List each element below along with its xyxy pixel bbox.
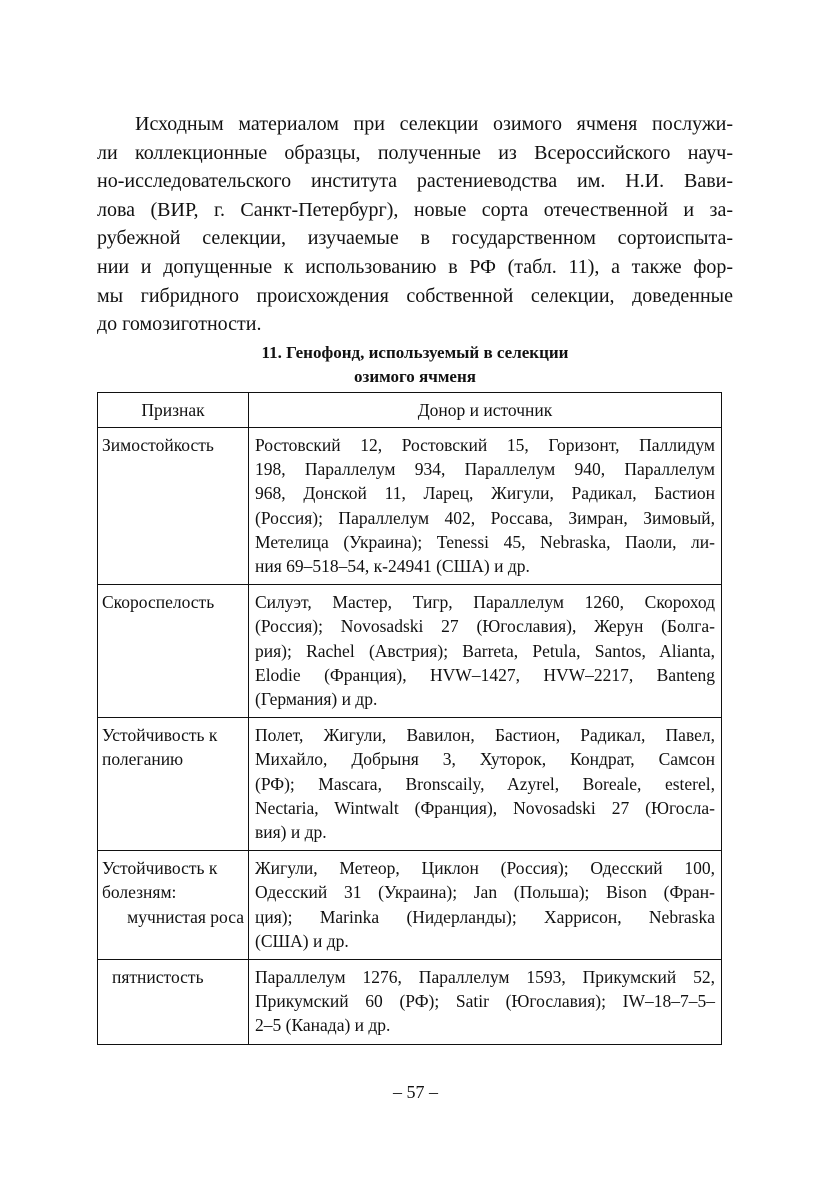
trait-line: Устойчивость к: [102, 858, 218, 879]
table-row: [98, 428, 722, 585]
table-row: [98, 585, 722, 718]
donor-line: Михайло, Добрыня 3, Хуторок, Кондрат, Самсон: [255, 749, 715, 770]
donor-line: 968, Донской 11, Ларец, Жигули, Радикал, Бастион: [255, 483, 715, 504]
donor-line: (Россия); Параллелум 402, Россава, Зимран, Зимовый,: [255, 507, 715, 528]
donor-line: Параллелум 1276, Параллелум 1593, Прикумский 52,: [255, 967, 715, 988]
donor-line: 198, Параллелум 934, Параллелум 940, Параллелум: [255, 459, 715, 480]
table-row: [98, 960, 722, 1045]
donor-line: Силуэт, Мастер, Тигр, Параллелум 1260, Скороход: [255, 592, 715, 613]
donor-line: Метелица (Украина); Tenessi 45, Nebraska, Паоли, ли-: [255, 531, 715, 552]
donor-line: Elodie (Франция), HVW–1427, HVW–2217, Banteng: [255, 664, 715, 685]
page-number: – 57 –: [393, 1082, 438, 1102]
donor-line: Полет, Жигули, Вавилон, Бастион, Радикал, Павел,: [255, 725, 715, 746]
trait-cell: [98, 718, 249, 851]
donor-line: (Россия); Novosadski 27 (Югославия), Жерун (Болга-: [255, 616, 715, 637]
donor-line: Прикумский 60 (РФ); Satir (Югославия); IW–18–7–5–: [255, 991, 715, 1012]
donor-line: (США) и др.: [255, 930, 349, 951]
table-caption: [97, 341, 733, 388]
trait-cell: [98, 960, 249, 1045]
donor-line: Одесский 31 (Украина); Jan (Польша); Bison (Фран-: [255, 882, 715, 903]
trait-line: Зимостойкость: [102, 435, 214, 455]
paragraph-line: нии и допущенные к использованию в РФ (табл. 11), а также фор-: [97, 255, 733, 278]
donor-line: Жигули, Метеор, Циклон (Россия); Одесский 100,: [255, 858, 715, 879]
paragraph-line: ли коллекционные образцы, полученные из Всероссийского науч-: [97, 141, 733, 164]
table-row: [98, 851, 722, 960]
trait-cell: [98, 585, 249, 718]
donor-line: ция); Marinka (Нидерланды); Харрисон, Nebraska: [255, 906, 715, 927]
table-row: [98, 718, 722, 851]
trait-line: пятнистость: [112, 967, 204, 988]
donor-line: Nectaria, Wintwalt (Франция), Novosadski 27 (Югосла-: [255, 797, 715, 818]
donor-line: 2–5 (Канада) и др.: [255, 1015, 391, 1036]
trait-line: Устойчивость к: [102, 725, 218, 746]
donor-line: (РФ); Mascara, Bronscaily, Azyrel, Boreale, esterel,: [255, 773, 715, 794]
paragraph-line: до гомозиготности.: [97, 313, 262, 336]
caption-line: озимого ячменя: [354, 366, 476, 386]
donor-line: ния 69–518–54, к-24941 (США) и др.: [255, 556, 530, 577]
header-donor: Донор и источник: [249, 393, 722, 428]
donor-cell: [249, 718, 722, 851]
paragraph-line: мы гибридного происхождения собственной селекции, доведенные: [97, 284, 733, 307]
trait-cell: [98, 851, 249, 960]
donor-cell: [249, 428, 722, 585]
donor-line: Ростовский 12, Ростовский 15, Горизонт, Паллидум: [255, 435, 715, 455]
paragraph-line: рубежной селекции, изучаемые в государственном сортоиспыта-: [97, 227, 733, 250]
donor-cell: [249, 851, 722, 960]
trait-subline: мучнистая роса: [127, 906, 244, 927]
genofond-table: [97, 392, 722, 1045]
trait-line: полеганию: [102, 749, 184, 770]
donor-line: (Германия) и др.: [255, 689, 378, 710]
donor-cell: [249, 960, 722, 1045]
donor-line: вия) и др.: [255, 822, 327, 843]
trait-cell: [98, 428, 249, 585]
intro-paragraph: [97, 110, 733, 339]
donor-line: рия); Rachel (Австрия); Barreta, Petula, Santos, Alianta,: [255, 640, 715, 661]
header-trait: Признак: [98, 393, 249, 428]
donor-cell: [249, 585, 722, 718]
paragraph-line: лова (ВИР, г. Санкт-Петербург), новые сорта отечественной и за-: [97, 198, 733, 221]
trait-line: Скороспелость: [102, 592, 215, 613]
caption-line: 11. Генофонд, используемый в селекции: [261, 343, 569, 362]
table-header-row: [98, 393, 722, 428]
paragraph-line: но-исследовательского института растениеводства им. Н.И. Вави-: [97, 170, 733, 193]
paragraph-line: Исходным материалом при селекции озимого ячменя послужи-: [135, 113, 733, 135]
trait-line: болезням:: [102, 882, 177, 903]
